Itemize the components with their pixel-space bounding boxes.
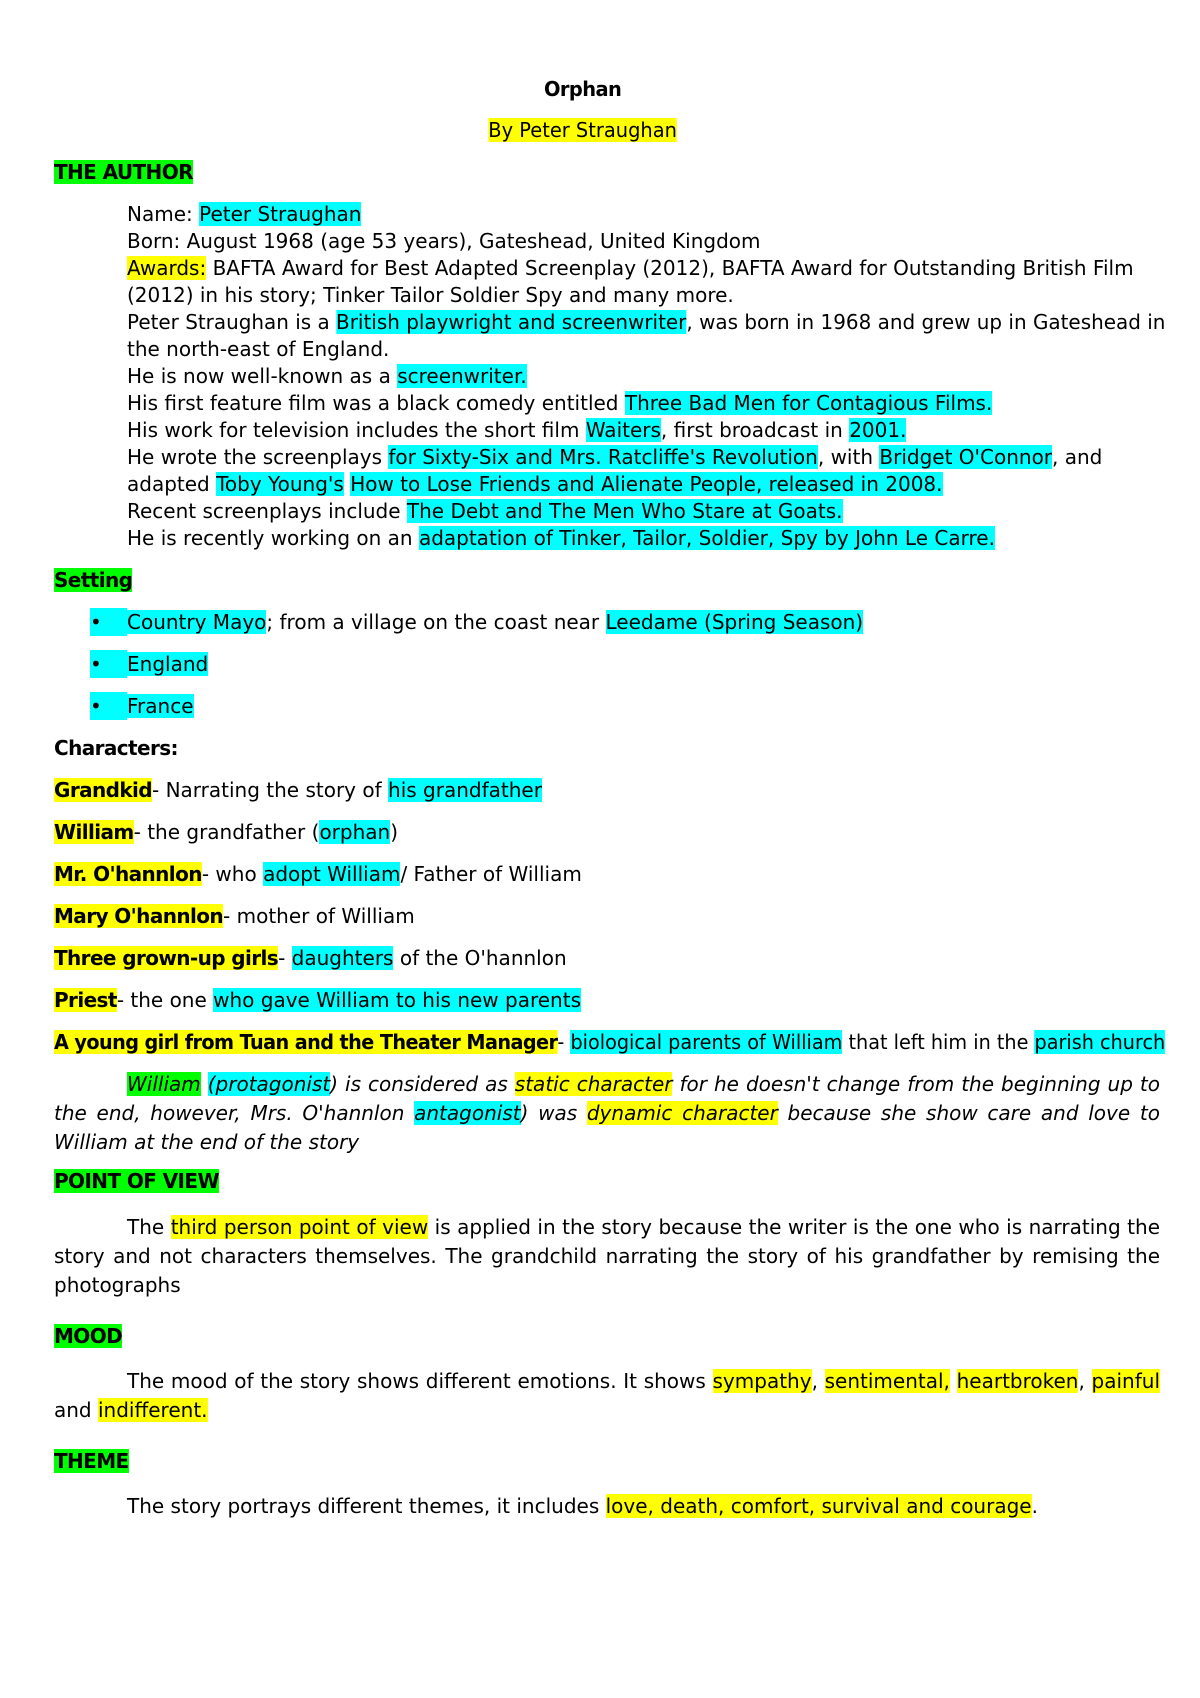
character-mary-ohannlon: Mary O'hannlon- mother of William — [54, 904, 415, 928]
pov-paragraph: The third person point of view is applied in the story because the writer is the one who is narrating the story and not characters themselves. The grandchild narrating the story of his grandfather by remising the photographs — [54, 1215, 1160, 1297]
author-working: He is recently working on an adaptation of Tinker, Tailor, Soldier, Spy by John Le Carre. — [127, 526, 995, 550]
theme-paragraph: The story portrays different themes, it includes love, death, comfort, survival and courage. — [127, 1494, 1038, 1518]
heading-characters: Characters: — [54, 736, 178, 760]
character-mr-ohannlon: Mr. O'hannlon- who adopt William/ Father of William — [54, 862, 582, 886]
character-grandkid: Grandkid- Narrating the story of his grandfather — [54, 778, 542, 802]
heading-setting: Setting — [54, 568, 133, 592]
heading-author: THE AUTHOR — [54, 160, 193, 184]
author-recent: Recent screenplays include The Debt and The Men Who Stare at Goats. — [127, 499, 843, 523]
author-bio-line: Peter Straughan is a British playwright and screenwriter, was born in 1968 and grew up in Gateshead in — [127, 310, 1166, 334]
character-girls: Three grown-up girls- daughters of the O'hannlon — [54, 946, 567, 970]
bullet: • — [90, 650, 127, 678]
author-bio-cont: the north-east of England. — [127, 337, 390, 361]
bullet: • — [90, 608, 127, 636]
heading-pov: POINT OF VIEW — [54, 1169, 219, 1193]
bullet: • — [90, 692, 127, 720]
character-priest: Priest- the one who gave William to his new parents — [54, 988, 581, 1012]
character-biological-parents: A young girl from Tuan and the Theater Manager- biological parents of William that left him in the parish church — [54, 1030, 1166, 1054]
setting-item: • England — [90, 652, 209, 676]
author-screenplays: He wrote the screenplays for Sixty-Six and Mrs. Ratcliffe's Revolution, with Bridget O'Connor, and — [127, 445, 1103, 469]
author-awards-cont: (2012) in his story; Tinker Tailor Soldier Spy and many more. — [127, 283, 734, 307]
character-analysis-paragraph: William (protagonist) is considered as static character for he doesn't change from the beginning up to the end, however, Mrs. O'hannlon antagonist) was dynamic character because she show care and love to William at the end of the story — [54, 1072, 1160, 1154]
setting-item: • France — [90, 694, 194, 718]
heading-theme: THEME — [54, 1449, 129, 1473]
document-title: Orphan — [543, 77, 622, 101]
author-tv-work: His work for television includes the short film Waiters, first broadcast in 2001. — [127, 418, 907, 442]
setting-item: • Country Mayo; from a village on the coast near Leedame (Spring Season) — [90, 610, 864, 634]
character-william: William- the grandfather (orphan) — [54, 820, 399, 844]
heading-mood: MOOD — [54, 1324, 123, 1348]
byline: By Peter Straughan — [488, 118, 677, 142]
author-known: He is now well-known as a screenwriter. — [127, 364, 527, 388]
author-adapted: adapted Toby Young's How to Lose Friends and Alienate People, released in 2008. — [127, 472, 943, 496]
author-first-film: His first feature film was a black comedy entitled Three Bad Men for Contagious Films. — [127, 391, 993, 415]
mood-paragraph: The mood of the story shows different emotions. It shows sympathy, sentimental, heartbroken, painful and indifferent. — [54, 1369, 1161, 1422]
author-born: Born: August 1968 (age 53 years), Gateshead, United Kingdom — [127, 229, 761, 253]
author-awards: Awards: BAFTA Award for Best Adapted Screenplay (2012), BAFTA Award for Outstanding British Film — [127, 256, 1134, 280]
author-name: Name: Peter Straughan — [127, 202, 362, 226]
